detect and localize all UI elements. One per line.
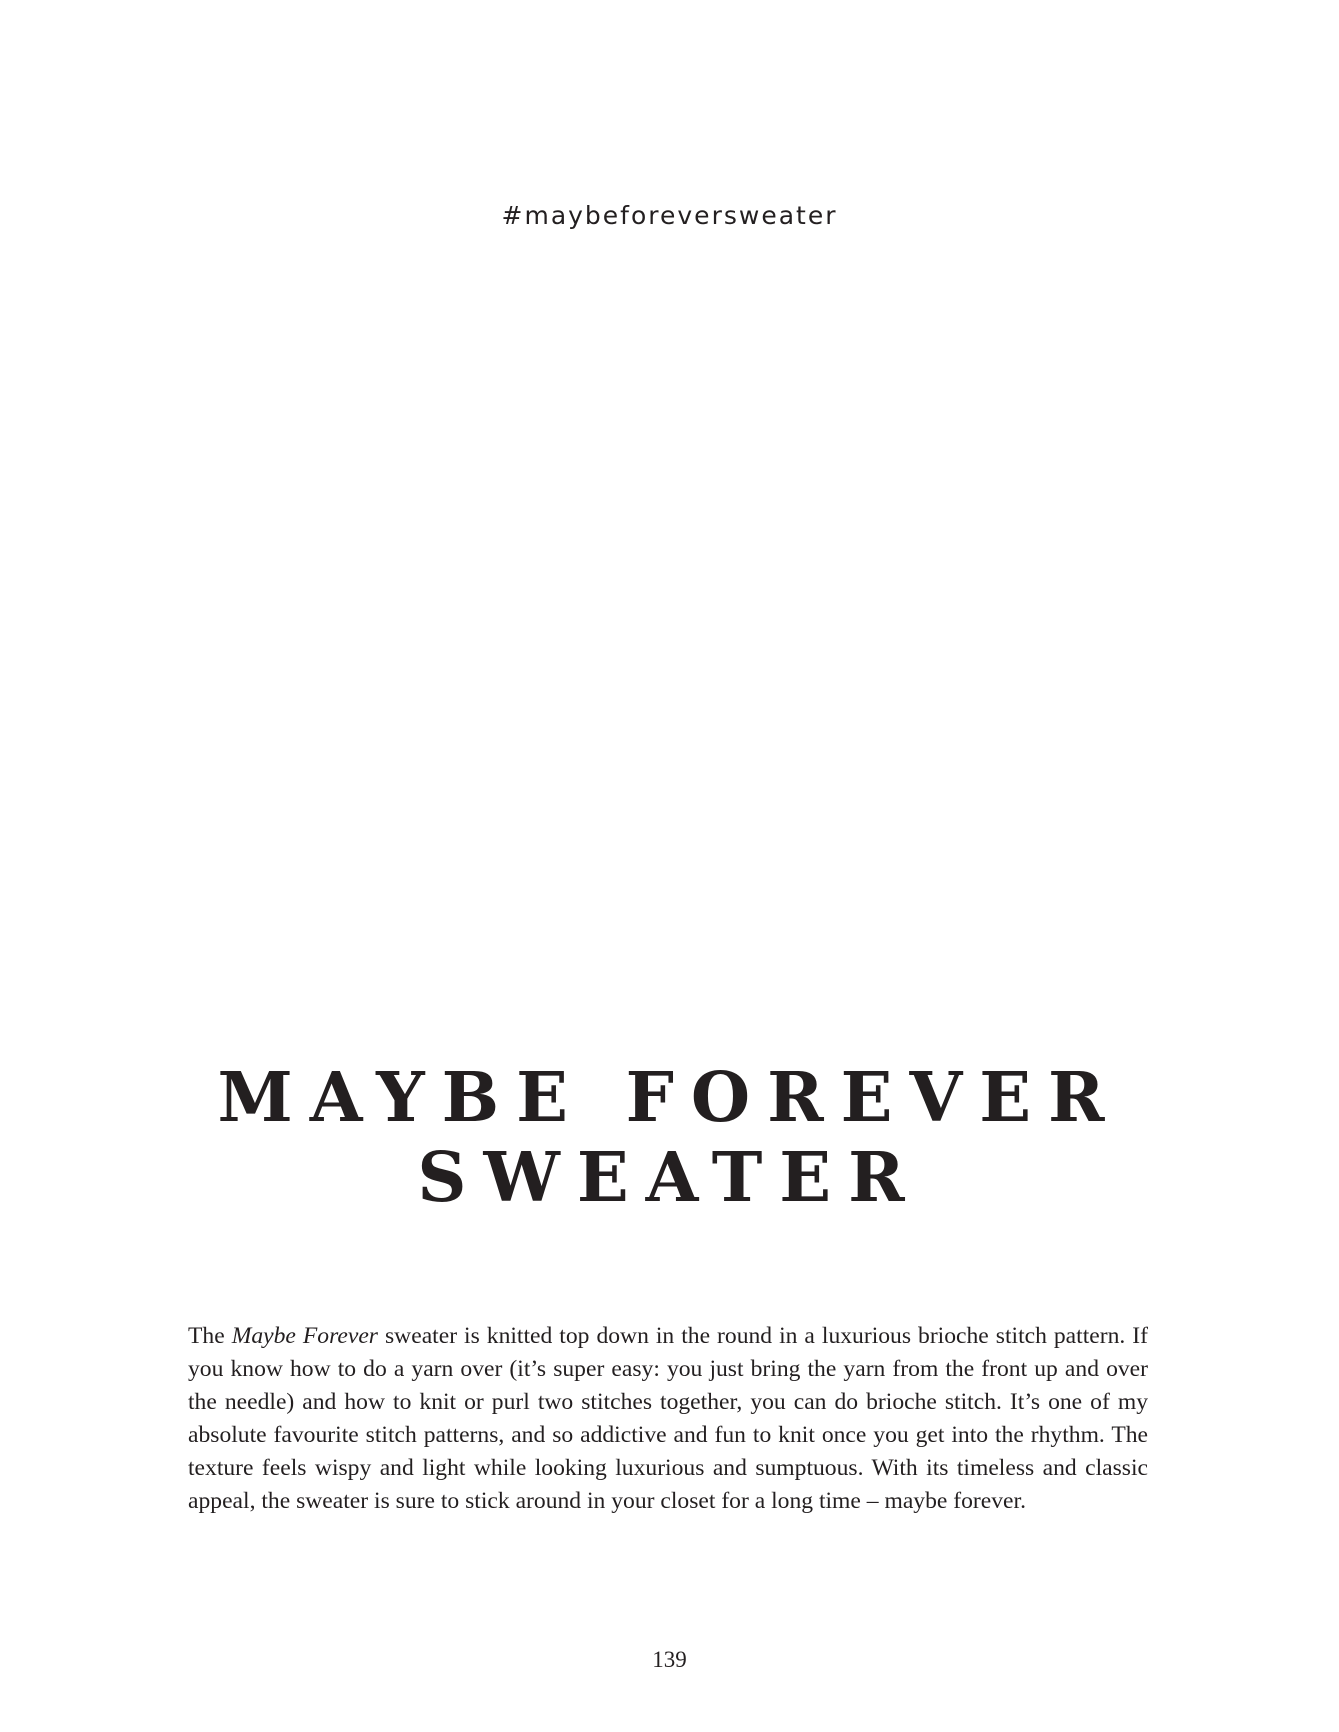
page-number: 139	[652, 1647, 687, 1672]
intro-paragraph	[188, 1320, 1148, 1518]
intro-rest: sweater is knitted top down in the round in a luxurious brioche stitch pattern. If you know how to do a yarn over (it’s super easy: you just bring the yarn from the front up and over the needle) and how to knit or purl two stitches together, you can do brioche stitch. It’s one of my absolute favourite stitch patterns, and so addictive and fun to knit once you get into the rhythm. The texture feels wispy and light while looking luxurious and sumptuous. With its timeless and classic appeal, the sweater is sure to stick around in your closet for a long time – maybe forever.	[188, 1323, 1149, 1514]
title-line-1: MAYBE FOREVER	[217, 1058, 1122, 1138]
title-line-2: SWEATER	[417, 1138, 922, 1218]
page-title	[0, 1058, 1339, 1218]
intro-lead: The	[188, 1323, 232, 1349]
intro-pattern-name: Maybe Forever	[231, 1323, 378, 1349]
hashtag: #maybeforeversweater	[501, 201, 838, 230]
